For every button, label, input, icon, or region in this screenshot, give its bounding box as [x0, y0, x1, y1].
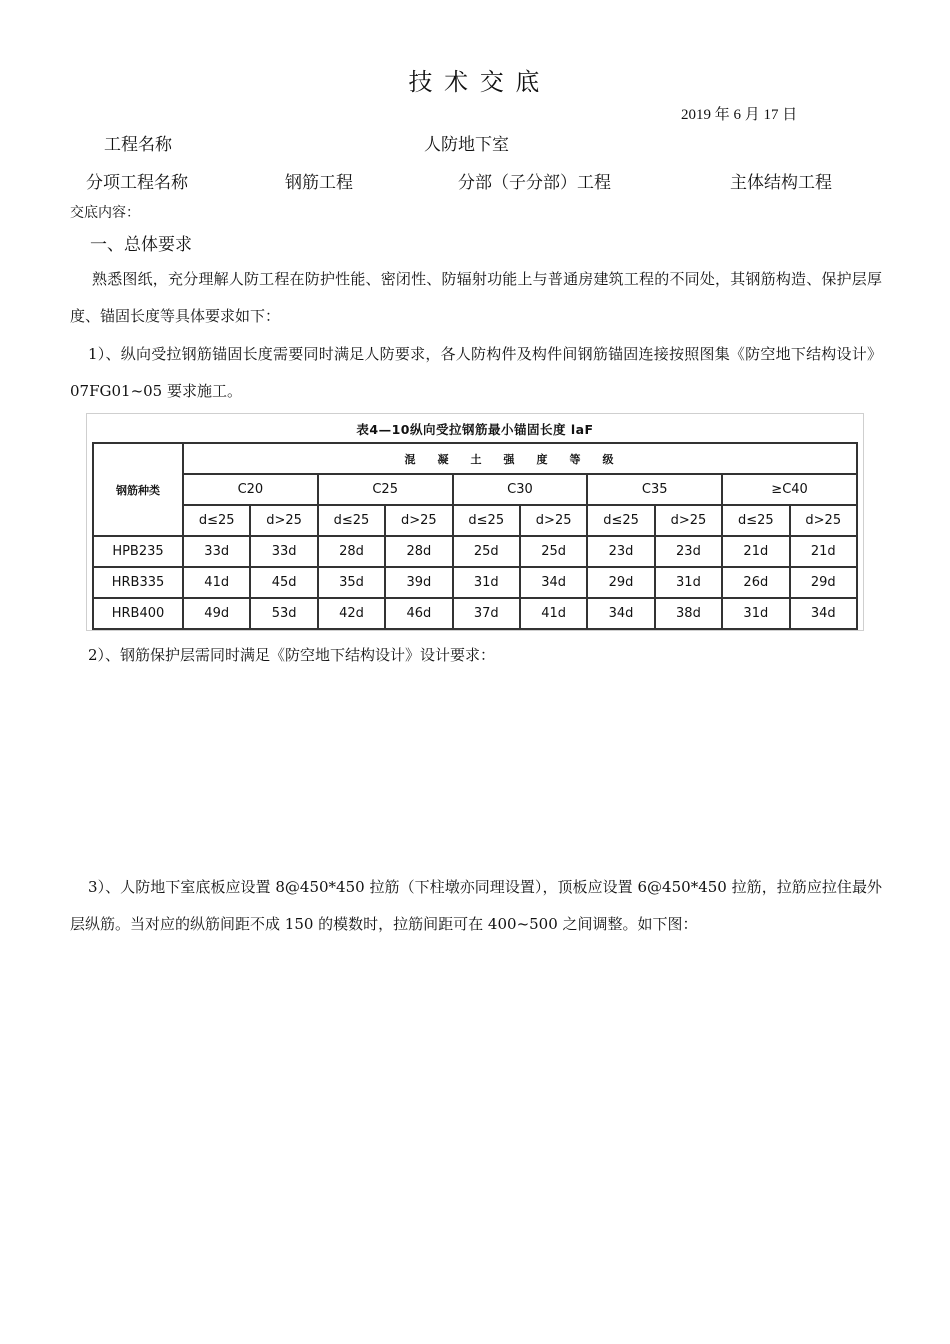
anchorage-value-cell: 49d: [183, 598, 250, 629]
anchorage-value-cell: 25d: [520, 536, 587, 567]
row-header-cell: 钢筋种类: [93, 443, 183, 536]
anchorage-value-cell: 34d: [587, 598, 654, 629]
intro-paragraph: 熟悉图纸，充分理解人防工程在防护性能、密闭性、防辐射功能上与普通房建筑工程的不同处，其钢筋构造、保护层厚度、锚固长度等具体要求如下：: [70, 270, 882, 325]
grade-header-cell: ≥C40: [722, 474, 857, 505]
anchorage-value-cell: 26d: [722, 567, 789, 598]
division-label: 分部（子分部）工程: [458, 173, 611, 193]
anchorage-value-cell: 33d: [183, 536, 250, 567]
anchorage-value-cell: 42d: [318, 598, 385, 629]
anchorage-value-cell: 37d: [453, 598, 520, 629]
grade-header-cell: C20: [183, 474, 318, 505]
diameter-header-cell: d>25: [250, 505, 317, 536]
diameter-header-cell: d>25: [655, 505, 722, 536]
section-heading: 一、总体要求: [90, 235, 192, 255]
anchorage-value-cell: 31d: [722, 598, 789, 629]
diameter-header-cell: d≤25: [183, 505, 250, 536]
grade-header-cell: C25: [318, 474, 453, 505]
anchorage-value-cell: 46d: [385, 598, 452, 629]
anchorage-value-cell: 53d: [250, 598, 317, 629]
anchorage-value-cell: 29d: [790, 567, 857, 598]
grade-header-cell: C30: [453, 474, 588, 505]
table-row: [93, 598, 857, 629]
grade-header-cell: C35: [587, 474, 722, 505]
diameter-header-cell: d≤25: [587, 505, 654, 536]
anchorage-value-cell: 31d: [453, 567, 520, 598]
super-header-cell: 混凝土强度等级: [183, 443, 857, 474]
diameter-header-cell: d>25: [520, 505, 587, 536]
diameter-header-cell: d≤25: [722, 505, 789, 536]
anchorage-value-cell: 34d: [790, 598, 857, 629]
diameter-header-cell: d≤25: [318, 505, 385, 536]
document-title: 技 术 交 底: [408, 68, 542, 96]
steel-type-cell: HRB400: [93, 598, 183, 629]
anchorage-table-figure: [86, 413, 864, 631]
anchorage-value-cell: 39d: [385, 567, 452, 598]
anchorage-value-cell: 29d: [587, 567, 654, 598]
anchorage-value-cell: 33d: [250, 536, 317, 567]
steel-type-cell: HPB235: [93, 536, 183, 567]
content-label: 交底内容：: [70, 205, 140, 221]
project-name-label: 工程名称: [104, 135, 172, 155]
diameter-header-cell: d>25: [385, 505, 452, 536]
diameter-header-cell: d>25: [790, 505, 857, 536]
steel-type-cell: HRB335: [93, 567, 183, 598]
item-3-paragraph: 3）、人防地下室底板应设置 8@450*450 拉筋（下柱墩亦同理设置），顶板应设置 6@450*450 拉筋，拉筋应拉住最外层纵筋。当对应的纵筋间距不成 150 的模数时，拉筋间距可在 400~500 之间调整。如下图：: [70, 878, 882, 933]
project-name-value: 人防地下室: [424, 135, 509, 155]
anchorage-table-title: 表4—10纵向受拉钢筋最小锚固长度 laF: [356, 422, 594, 437]
anchorage-value-cell: 35d: [318, 567, 385, 598]
anchorage-value-cell: 41d: [183, 567, 250, 598]
diameter-header-cell: d≤25: [453, 505, 520, 536]
table-row: [93, 536, 857, 567]
anchorage-value-cell: 21d: [790, 536, 857, 567]
anchorage-value-cell: 25d: [453, 536, 520, 567]
anchorage-table: [92, 442, 858, 630]
subitem-value: 钢筋工程: [285, 173, 353, 193]
anchorage-value-cell: 21d: [722, 536, 789, 567]
table-row: [93, 567, 857, 598]
anchorage-value-cell: 38d: [655, 598, 722, 629]
document-date: 2019 年 6 月 17 日: [681, 107, 798, 123]
anchorage-value-cell: 23d: [587, 536, 654, 567]
item-2-paragraph: 2）、钢筋保护层需同时满足《防空地下结构设计》设计要求：: [88, 646, 496, 664]
anchorage-value-cell: 34d: [520, 567, 587, 598]
anchorage-value-cell: 41d: [520, 598, 587, 629]
anchorage-value-cell: 28d: [385, 536, 452, 567]
anchorage-value-cell: 31d: [655, 567, 722, 598]
anchorage-value-cell: 23d: [655, 536, 722, 567]
division-value: 主体结构工程: [730, 173, 832, 193]
subitem-label: 分项工程名称: [86, 173, 188, 193]
anchorage-value-cell: 45d: [250, 567, 317, 598]
item-1-paragraph: 1）、纵向受拉钢筋锚固长度需要同时满足人防要求，各人防构件及构件间钢筋锚固连接按照图集《防空地下结构设计》07FG01~05 要求施工。: [70, 345, 882, 400]
anchorage-value-cell: 28d: [318, 536, 385, 567]
